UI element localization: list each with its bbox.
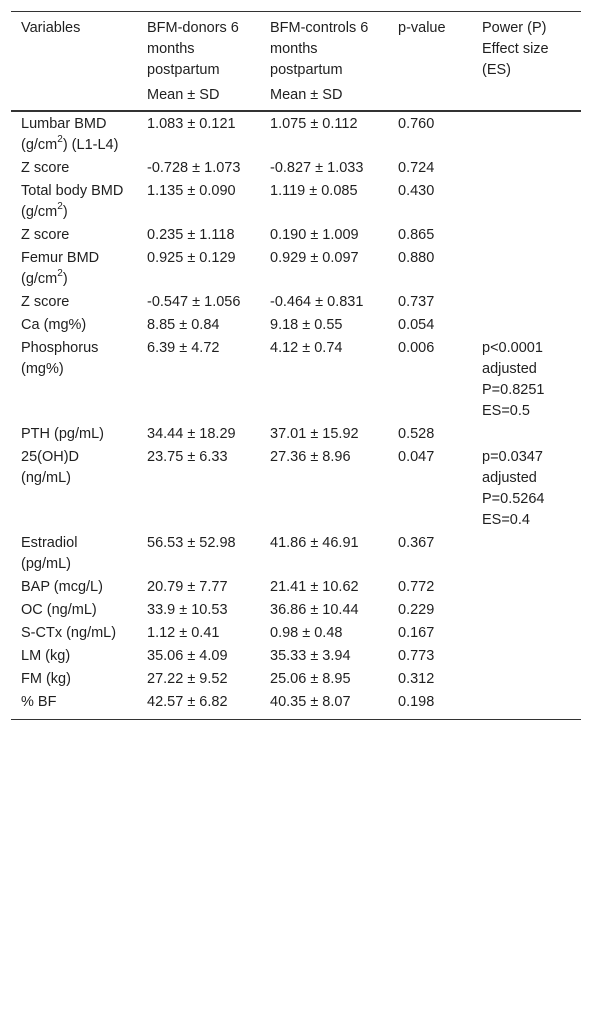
cell-pvalue: 0.054 xyxy=(398,317,435,333)
data-table-container xyxy=(11,11,581,720)
variable-superscript: 2 xyxy=(57,134,63,146)
cell-donors: 0.235 ± 1.118 xyxy=(147,227,235,243)
header-row xyxy=(11,12,581,86)
cell-controls: 9.18 ± 0.55 xyxy=(270,317,343,333)
table-header xyxy=(11,12,581,112)
cell-pvalue: 0.312 xyxy=(398,671,435,687)
cell-power xyxy=(472,575,581,598)
cell-donors: 6.39 ± 4.72 xyxy=(147,340,220,356)
cell-donors: 0.925 ± 0.129 xyxy=(147,250,236,266)
cell-donors: 27.22 ± 9.52 xyxy=(147,671,228,687)
table-row xyxy=(11,690,581,720)
cell-controls: 27.36 ± 8.96 xyxy=(270,449,351,465)
header-controls-sub: Mean ± SD xyxy=(260,85,388,111)
table-row xyxy=(11,246,581,290)
cell-pvalue: 0.772 xyxy=(398,579,435,595)
cell-donors: -0.728 ± 1.073 xyxy=(147,160,241,176)
cell-power xyxy=(472,223,581,246)
cell-variable xyxy=(11,575,137,598)
cell-controls: 35.33 ± 3.94 xyxy=(270,648,351,664)
cell-controls: 21.41 ± 10.62 xyxy=(270,579,359,595)
variable-label: Z score xyxy=(21,160,70,176)
cell-donors: 20.79 ± 7.77 xyxy=(147,579,228,595)
cell-power xyxy=(472,422,581,445)
cell-pvalue: 0.528 xyxy=(398,426,435,442)
cell-variable xyxy=(11,644,137,667)
cell-pvalue: 0.367 xyxy=(398,535,435,551)
cell-controls: 1.075 ± 0.112 xyxy=(270,116,358,132)
table-row xyxy=(11,598,581,621)
header-power: Power (P) Effect size (ES) xyxy=(472,12,581,86)
cell-controls: 1.119 ± 0.085 xyxy=(270,183,358,199)
cell-power xyxy=(472,290,581,313)
header-sub-empty xyxy=(11,85,137,111)
header-donors: BFM-donors 6 months postpartum xyxy=(137,12,260,86)
table-row xyxy=(11,575,581,598)
variable-label: Phosphorus (mg%) xyxy=(21,340,99,377)
variable-label-suffix: ) xyxy=(62,271,68,287)
table-row xyxy=(11,290,581,313)
variable-label: Z score xyxy=(21,294,70,310)
variable-label-suffix: ) xyxy=(62,204,68,220)
variable-label: OC (ng/mL) xyxy=(21,602,97,618)
cell-donors: 35.06 ± 4.09 xyxy=(147,648,228,664)
cell-variable xyxy=(11,667,137,690)
header-pvalue: p-value xyxy=(388,12,472,86)
cell-variable xyxy=(11,313,137,336)
header-donors-sub: Mean ± SD xyxy=(137,85,260,111)
cell-power xyxy=(472,644,581,667)
cell-controls: 0.190 ± 1.009 xyxy=(270,227,359,243)
cell-controls: 0.929 ± 0.097 xyxy=(270,250,359,266)
cell-controls: 36.86 ± 10.44 xyxy=(270,602,359,618)
cell-power xyxy=(472,621,581,644)
table-row xyxy=(11,179,581,223)
cell-power: p<0.0001 adjusted P=0.8251 ES=0.5 xyxy=(482,340,545,419)
cell-controls: 0.98 ± 0.48 xyxy=(270,625,343,641)
table-row xyxy=(11,422,581,445)
cell-variable xyxy=(11,246,137,290)
variable-label: Lumbar BMD (g/cm xyxy=(21,116,107,153)
variable-superscript: 2 xyxy=(57,201,63,213)
table-row xyxy=(11,223,581,246)
cell-pvalue: 0.880 xyxy=(398,250,435,266)
cell-controls: -0.827 ± 1.033 xyxy=(270,160,364,176)
table-row xyxy=(11,111,581,156)
cell-pvalue: 0.865 xyxy=(398,227,435,243)
variable-label: BAP (mcg/L) xyxy=(21,579,103,595)
variable-label: Femur BMD (g/cm xyxy=(21,250,100,287)
table-row xyxy=(11,156,581,179)
table-row xyxy=(11,313,581,336)
cell-pvalue: 0.773 xyxy=(398,648,435,664)
variable-label: Z score xyxy=(21,227,70,243)
cell-variable xyxy=(11,422,137,445)
header-controls: BFM-controls 6 months postpartum xyxy=(260,12,388,86)
variable-label-suffix: ) (L1-L4) xyxy=(62,137,119,153)
cell-donors: 34.44 ± 18.29 xyxy=(147,426,236,442)
cell-pvalue: 0.006 xyxy=(398,340,435,356)
cell-pvalue: 0.047 xyxy=(398,449,435,465)
cell-power xyxy=(472,179,581,223)
cell-variable xyxy=(11,690,137,720)
cell-donors: 1.12 ± 0.41 xyxy=(147,625,220,641)
cell-power xyxy=(472,690,581,720)
cell-controls: 4.12 ± 0.74 xyxy=(270,340,343,356)
table-row xyxy=(11,336,581,422)
table-row xyxy=(11,667,581,690)
cell-controls: 40.35 ± 8.07 xyxy=(260,690,388,720)
cell-donors: 33.9 ± 10.53 xyxy=(147,602,228,618)
cell-variable xyxy=(11,223,137,246)
cell-variable xyxy=(11,598,137,621)
cell-power xyxy=(472,598,581,621)
cell-donors: 1.083 ± 0.121 xyxy=(147,116,236,132)
cell-variable xyxy=(11,156,137,179)
variable-label: S-CTx (ng/mL) xyxy=(21,625,117,641)
cell-power xyxy=(472,156,581,179)
table-row xyxy=(11,531,581,575)
cell-power: p=0.0347 adjusted P=0.5264 ES=0.4 xyxy=(482,449,545,528)
variable-label: LM (kg) xyxy=(21,648,71,664)
cell-power xyxy=(472,531,581,575)
cell-pvalue: 0.724 xyxy=(398,160,435,176)
variable-label: % BF xyxy=(21,694,57,710)
cell-power xyxy=(472,313,581,336)
cell-donors: 56.53 ± 52.98 xyxy=(147,535,236,551)
cell-donors: 23.75 ± 6.33 xyxy=(147,449,228,465)
cell-pvalue: 0.167 xyxy=(398,625,435,641)
cell-pvalue: 0.229 xyxy=(398,602,435,618)
variable-label: Total body BMD (g/cm xyxy=(21,183,124,220)
cell-variable xyxy=(11,531,137,575)
table-body xyxy=(11,111,581,720)
variable-label: Ca (mg%) xyxy=(21,317,87,333)
header-sub-empty xyxy=(472,85,581,111)
cell-pvalue: 0.430 xyxy=(398,183,435,199)
cell-variable xyxy=(11,445,137,531)
header-sub-empty xyxy=(388,85,472,111)
cell-variable xyxy=(11,179,137,223)
variable-label: Estradiol (pg/mL) xyxy=(21,535,78,572)
variable-superscript: 2 xyxy=(57,268,63,280)
cell-variable xyxy=(11,111,137,156)
cell-pvalue: 0.198 xyxy=(388,690,472,720)
cell-controls: -0.464 ± 0.831 xyxy=(270,294,364,310)
cell-variable xyxy=(11,336,137,422)
cell-power xyxy=(472,667,581,690)
cell-variable xyxy=(11,621,137,644)
cell-donors: 8.85 ± 0.84 xyxy=(147,317,220,333)
cell-donors: 42.57 ± 6.82 xyxy=(137,690,260,720)
variable-label: PTH (pg/mL) xyxy=(21,426,104,442)
cell-controls: 25.06 ± 8.95 xyxy=(270,671,351,687)
results-table xyxy=(11,11,581,720)
cell-variable xyxy=(11,290,137,313)
variable-label: FM (kg) xyxy=(21,671,71,687)
table-row xyxy=(11,621,581,644)
cell-controls: 41.86 ± 46.91 xyxy=(270,535,359,551)
cell-power xyxy=(472,111,581,156)
cell-power xyxy=(472,246,581,290)
cell-pvalue: 0.737 xyxy=(398,294,435,310)
cell-pvalue: 0.760 xyxy=(398,116,435,132)
table-row xyxy=(11,644,581,667)
table-row xyxy=(11,445,581,531)
cell-donors: -0.547 ± 1.056 xyxy=(147,294,241,310)
header-subrow xyxy=(11,85,581,111)
header-variables: Variables xyxy=(11,12,137,86)
variable-label: 25(OH)D (ng/mL) xyxy=(21,449,80,486)
cell-controls: 37.01 ± 15.92 xyxy=(270,426,359,442)
cell-donors: 1.135 ± 0.090 xyxy=(147,183,236,199)
